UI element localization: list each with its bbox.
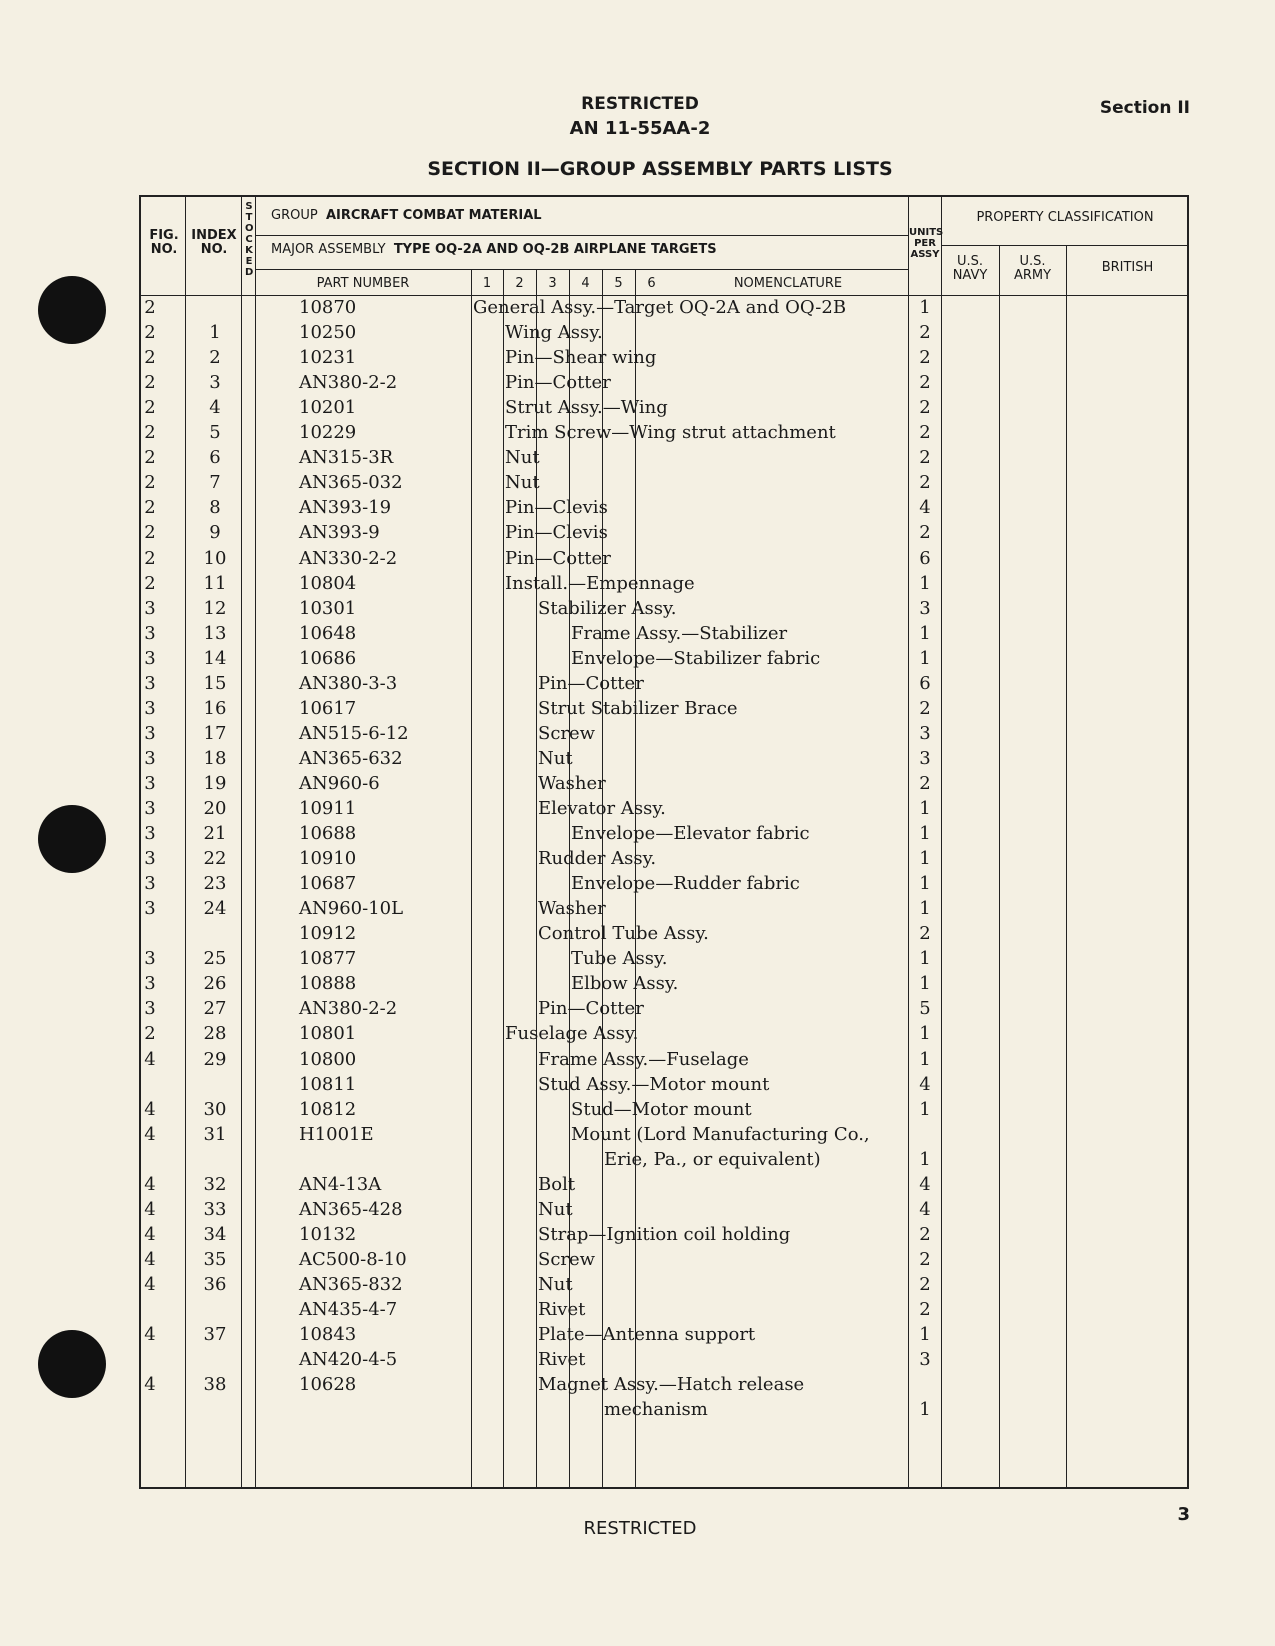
fig-no-cell: 2: [144, 447, 156, 469]
part-number-cell: H1001E: [299, 1123, 374, 1145]
nomenclature-cell: General Assy.—Target OQ-2A and OQ-2B: [473, 297, 847, 318]
part-number-cell: AN380-2-2: [299, 372, 398, 394]
nomenclature-cell: Strut Stabilizer Brace: [538, 697, 738, 719]
index-no-cell: 5: [209, 422, 221, 444]
nomenclature-cell: Strap—Ignition coil holding: [538, 1223, 791, 1245]
nomenclature-cell: Envelope—Stabilizer fabric: [571, 647, 821, 669]
nomenclature-cell: Frame Assy.—Stabilizer: [571, 622, 788, 644]
index-no-cell: 19: [203, 772, 227, 794]
index-no-cell: 28: [203, 1023, 227, 1045]
nomenclature-cell: Pin—Cotter: [538, 672, 644, 694]
units-cell: 1: [919, 948, 931, 970]
nomenclature-cell: Trim Screw—Wing strut attachment: [505, 422, 836, 444]
units-cell: 1: [919, 572, 931, 594]
part-number-cell: AN515-6-12: [299, 722, 409, 744]
fig-no-cell: 2: [144, 322, 156, 344]
section-label: Section II: [1099, 98, 1190, 118]
part-number-cell: 10250: [299, 322, 357, 344]
index-no-cell: 38: [203, 1374, 227, 1396]
units-cell: 2: [919, 447, 931, 469]
nomenclature-cell: Stabilizer Assy.: [538, 597, 677, 619]
fig-no-cell: 2: [144, 472, 156, 494]
nomenclature-cell: Envelope—Elevator fabric: [571, 823, 810, 845]
part-number-cell: 10617: [299, 697, 357, 719]
nomenclature-cell: Rudder Assy.: [538, 848, 657, 870]
fig-no-cell: 3: [144, 672, 156, 694]
part-number-cell: AN393-19: [299, 497, 392, 519]
index-no-cell: 7: [209, 472, 221, 494]
units-cell: 2: [919, 923, 931, 945]
nomenclature-cell: Strut Assy.—Wing: [505, 397, 668, 419]
nomenclature-cell: Screw: [538, 722, 596, 744]
index-no-cell: 34: [203, 1223, 227, 1245]
part-number-cell: AC500-8-10: [299, 1248, 407, 1270]
header-part-number: PART NUMBER: [316, 276, 410, 291]
units-cell: 6: [919, 672, 931, 694]
units-cell: 2: [919, 772, 931, 794]
part-number-cell: 10811: [299, 1073, 357, 1095]
nomenclature-cell: Washer: [538, 898, 606, 920]
nomenclature-cell: Pin—Shear wing: [505, 347, 657, 369]
nomenclature-cell: Frame Assy.—Fuselage: [538, 1048, 749, 1070]
fig-no-cell: 3: [144, 873, 156, 895]
index-no-cell: 10: [203, 547, 227, 569]
fig-no-cell: 4: [144, 1324, 156, 1346]
units-cell: 1: [919, 1148, 931, 1170]
part-number-cell: 10870: [299, 297, 357, 318]
nomenclature-cell: Nut: [505, 472, 540, 494]
part-number-cell: 10877: [299, 948, 357, 970]
binder-hole-bottom: [38, 1330, 106, 1398]
header-fig-no: FIG. NO.: [149, 228, 179, 257]
binder-hole-top: [38, 276, 106, 344]
fig-no-cell: 3: [144, 798, 156, 819]
fig-no-cell: 2: [144, 422, 156, 444]
nomenclature-cell: Screw: [538, 1248, 596, 1270]
fig-no-cell: 2: [144, 522, 156, 544]
part-number-cell: AN435-4-7: [299, 1299, 398, 1320]
units-cell: 2: [919, 697, 931, 719]
part-number-cell: 10804: [299, 572, 357, 594]
header-level-5: 5: [614, 276, 623, 291]
units-cell: 1: [919, 1324, 931, 1346]
units-cell: 2: [919, 472, 931, 494]
nomenclature-cell: Washer: [538, 772, 606, 794]
index-no-cell: 24: [203, 898, 227, 920]
nomenclature-cell: Envelope—Rudder fabric: [571, 873, 800, 895]
part-number-cell: 10801: [299, 1023, 357, 1045]
header-us-navy: U.S. NAVY: [952, 254, 988, 283]
part-number-cell: AN365-832: [299, 1273, 403, 1295]
part-number-cell: 10843: [299, 1324, 357, 1346]
units-cell: 5: [919, 998, 931, 1020]
fig-no-cell: 2: [144, 572, 156, 594]
header-major-assembly: MAJOR ASSEMBLY TYPE OQ-2A AND OQ-2B AIRPLANE TARGETS: [271, 242, 717, 257]
nomenclature-cell: Pin—Clevis: [505, 497, 608, 519]
part-number-cell: 10800: [299, 1048, 357, 1070]
nomenclature-cell: Rivet: [538, 1299, 586, 1320]
fig-no-cell: 2: [144, 347, 156, 369]
units-cell: 1: [919, 973, 931, 995]
fig-no-cell: 2: [144, 297, 156, 318]
fig-no-cell: 3: [144, 848, 156, 870]
nomenclature-cell: Install.—Empennage: [505, 572, 695, 594]
index-no-cell: 2: [209, 347, 221, 369]
nomenclature-cell: Nut: [538, 1198, 573, 1220]
units-cell: 2: [919, 347, 931, 369]
index-no-cell: 11: [203, 572, 227, 594]
units-cell: 2: [919, 1223, 931, 1245]
units-cell: 2: [919, 322, 931, 344]
header-us-army: U.S. ARMY: [1013, 254, 1052, 283]
index-no-cell: 17: [203, 722, 227, 744]
header-stocked: STOCKED: [245, 201, 254, 278]
part-number-cell: AN365-428: [299, 1198, 403, 1220]
index-no-cell: 23: [203, 873, 227, 895]
units-cell: 1: [919, 1048, 931, 1070]
fig-no-cell: 2: [144, 1023, 156, 1045]
header-level-4: 4: [581, 276, 590, 291]
index-no-cell: 26: [203, 973, 227, 995]
units-cell: 1: [919, 647, 931, 669]
units-cell: 1: [919, 798, 931, 819]
header-level-6: 6: [647, 276, 656, 291]
part-number-cell: 10812: [299, 1098, 357, 1120]
fig-no-cell: 3: [144, 823, 156, 845]
fig-no-cell: 3: [144, 772, 156, 794]
part-number-cell: 10648: [299, 622, 357, 644]
index-no-cell: 14: [203, 647, 227, 669]
header-units-per-assy: UNITS PER ASSY: [909, 227, 944, 260]
binder-hole-middle: [38, 805, 106, 873]
part-number-cell: 10688: [299, 823, 357, 845]
part-number-cell: AN960-10L: [299, 898, 404, 920]
fig-no-cell: 3: [144, 647, 156, 669]
index-no-cell: 31: [203, 1123, 227, 1145]
restricted-footer: RESTRICTED: [583, 1518, 697, 1539]
part-number-cell: 10911: [299, 798, 357, 819]
header-level-1: 1: [482, 276, 492, 291]
nomenclature-cell: Pin—Cotter: [538, 998, 644, 1020]
part-number-cell: AN365-032: [299, 472, 403, 494]
units-cell: 2: [919, 1248, 931, 1270]
units-cell: 1: [919, 873, 931, 895]
nomenclature-cell: Bolt: [538, 1173, 576, 1195]
nomenclature-cell: Elevator Assy.: [538, 798, 666, 819]
part-number-cell: AN380-3-3: [299, 672, 398, 694]
units-cell: 1: [919, 1399, 931, 1421]
fig-no-cell: 3: [144, 973, 156, 995]
part-number-cell: AN365-632: [299, 747, 403, 769]
index-no-cell: 27: [203, 998, 227, 1020]
units-cell: 4: [919, 1173, 931, 1195]
index-no-cell: 18: [203, 747, 227, 769]
header-level-2: 2: [515, 276, 524, 291]
fig-no-cell: 4: [144, 1048, 156, 1070]
units-cell: 3: [919, 597, 931, 619]
units-cell: 3: [919, 1349, 931, 1371]
fig-no-cell: 3: [144, 622, 156, 644]
fig-no-cell: 4: [144, 1173, 156, 1195]
fig-no-cell: 3: [144, 948, 156, 970]
part-number-cell: 10912: [299, 923, 357, 945]
index-no-cell: 33: [203, 1198, 227, 1220]
nomenclature-cell: Tube Assy.: [571, 948, 668, 970]
part-number-cell: AN380-2-2: [299, 998, 398, 1020]
header-nomenclature: NOMENCLATURE: [733, 276, 843, 291]
page-title: SECTION II—GROUP ASSEMBLY PARTS LISTS: [427, 158, 893, 180]
units-cell: 2: [919, 397, 931, 419]
fig-no-cell: 4: [144, 1273, 156, 1295]
fig-no-cell: 4: [144, 1223, 156, 1245]
part-number-cell: 10201: [299, 397, 357, 419]
nomenclature-cell: Nut: [505, 447, 540, 469]
index-no-cell: 13: [203, 622, 227, 644]
nomenclature-cell: Mount (Lord Manufacturing Co.,: [571, 1123, 870, 1145]
nomenclature-cell: Erie, Pa., or equivalent): [604, 1148, 821, 1170]
index-no-cell: 1: [209, 322, 221, 344]
index-no-cell: 4: [209, 397, 221, 419]
index-no-cell: 22: [203, 848, 227, 870]
fig-no-cell: 2: [144, 547, 156, 569]
units-cell: 1: [919, 1023, 931, 1045]
index-no-cell: 6: [209, 447, 221, 469]
index-no-cell: 8: [209, 497, 221, 519]
nomenclature-cell: Pin—Cotter: [505, 547, 611, 569]
units-cell: 2: [919, 422, 931, 444]
index-no-cell: 21: [203, 823, 227, 845]
index-no-cell: 9: [209, 522, 221, 544]
units-cell: 2: [919, 522, 931, 544]
document-number: AN 11-55AA-2: [569, 118, 711, 139]
nomenclature-cell: mechanism: [604, 1399, 708, 1421]
part-number-cell: 10888: [299, 973, 357, 995]
part-number-cell: 10910: [299, 848, 357, 870]
nomenclature-cell: Magnet Assy.—Hatch release: [538, 1374, 805, 1396]
index-no-cell: 37: [203, 1324, 227, 1346]
fig-no-cell: 4: [144, 1374, 156, 1396]
part-number-cell: AN393-9: [299, 522, 380, 544]
nomenclature-cell: Pin—Clevis: [505, 522, 608, 544]
units-cell: 2: [919, 372, 931, 394]
header-index-no: INDEX NO.: [191, 228, 237, 257]
fig-no-cell: 3: [144, 898, 156, 920]
units-cell: 1: [919, 622, 931, 644]
units-cell: 2: [919, 1299, 931, 1320]
nomenclature-cell: Wing Assy.: [505, 322, 603, 344]
nomenclature-cell: Plate—Antenna support: [538, 1324, 756, 1346]
index-no-cell: 29: [203, 1048, 227, 1070]
fig-no-cell: 4: [144, 1198, 156, 1220]
nomenclature-cell: Stud—Motor mount: [571, 1098, 752, 1120]
fig-no-cell: 3: [144, 722, 156, 744]
fig-no-cell: 3: [144, 697, 156, 719]
units-cell: 1: [919, 848, 931, 870]
units-cell: 1: [919, 823, 931, 845]
part-number-cell: AN315-3R: [299, 447, 394, 469]
part-number-cell: 10132: [299, 1223, 357, 1245]
fig-no-cell: 2: [144, 397, 156, 419]
part-number-cell: 10301: [299, 597, 357, 619]
nomenclature-cell: Nut: [538, 747, 573, 769]
header-level-3: 3: [548, 276, 557, 291]
index-no-cell: 16: [203, 697, 227, 719]
fig-no-cell: 3: [144, 998, 156, 1020]
units-cell: 1: [919, 898, 931, 920]
nomenclature-cell: Pin—Cotter: [505, 372, 611, 394]
fig-no-cell: 2: [144, 497, 156, 519]
nomenclature-cell: Stud Assy.—Motor mount: [538, 1073, 770, 1095]
units-cell: 2: [919, 1273, 931, 1295]
fig-no-cell: 3: [144, 597, 156, 619]
nomenclature-cell: Control Tube Assy.: [538, 923, 709, 945]
nomenclature-cell: Nut: [538, 1273, 573, 1295]
units-cell: 1: [919, 1098, 931, 1120]
part-number-cell: AN420-4-5: [299, 1349, 398, 1371]
index-no-cell: 15: [203, 672, 227, 694]
part-number-cell: AN4-13A: [299, 1173, 382, 1195]
nomenclature-cell: Elbow Assy.: [571, 973, 679, 995]
units-cell: 4: [919, 1073, 931, 1095]
restricted-header: RESTRICTED: [581, 94, 699, 114]
header-group-label: GROUP AIRCRAFT COMBAT MATERIAL: [271, 208, 542, 223]
nomenclature-cell: Fuselage Assy.: [505, 1023, 639, 1045]
fig-no-cell: 4: [144, 1098, 156, 1120]
header-british: BRITISH: [1101, 260, 1154, 275]
fig-no-cell: 4: [144, 1248, 156, 1270]
units-cell: 4: [919, 1198, 931, 1220]
index-no-cell: 12: [203, 597, 227, 619]
index-no-cell: 25: [203, 948, 227, 970]
index-no-cell: 32: [203, 1173, 227, 1195]
index-no-cell: 30: [203, 1098, 227, 1120]
page-number: 3: [1177, 1504, 1190, 1525]
part-number-cell: AN960-6: [299, 772, 380, 794]
units-cell: 6: [919, 547, 931, 569]
units-cell: 4: [919, 497, 931, 519]
index-no-cell: 3: [209, 372, 221, 394]
fig-no-cell: 3: [144, 747, 156, 769]
part-number-cell: 10628: [299, 1374, 357, 1396]
fig-no-cell: 4: [144, 1123, 156, 1145]
index-no-cell: 20: [203, 798, 227, 819]
part-number-cell: 10231: [299, 347, 357, 369]
units-cell: 3: [919, 722, 931, 744]
units-cell: 1: [919, 297, 931, 318]
part-number-cell: 10686: [299, 647, 357, 669]
part-number-cell: 10229: [299, 422, 357, 444]
index-no-cell: 36: [203, 1273, 227, 1295]
parts-list-table: [139, 195, 1189, 1489]
fig-no-cell: 2: [144, 372, 156, 394]
header-property-classification: PROPERTY CLASSIFICATION: [976, 210, 1154, 225]
part-number-cell: AN330-2-2: [299, 547, 398, 569]
part-number-cell: 10687: [299, 873, 357, 895]
nomenclature-cell: Rivet: [538, 1349, 586, 1371]
units-cell: 3: [919, 747, 931, 769]
index-no-cell: 35: [203, 1248, 227, 1270]
